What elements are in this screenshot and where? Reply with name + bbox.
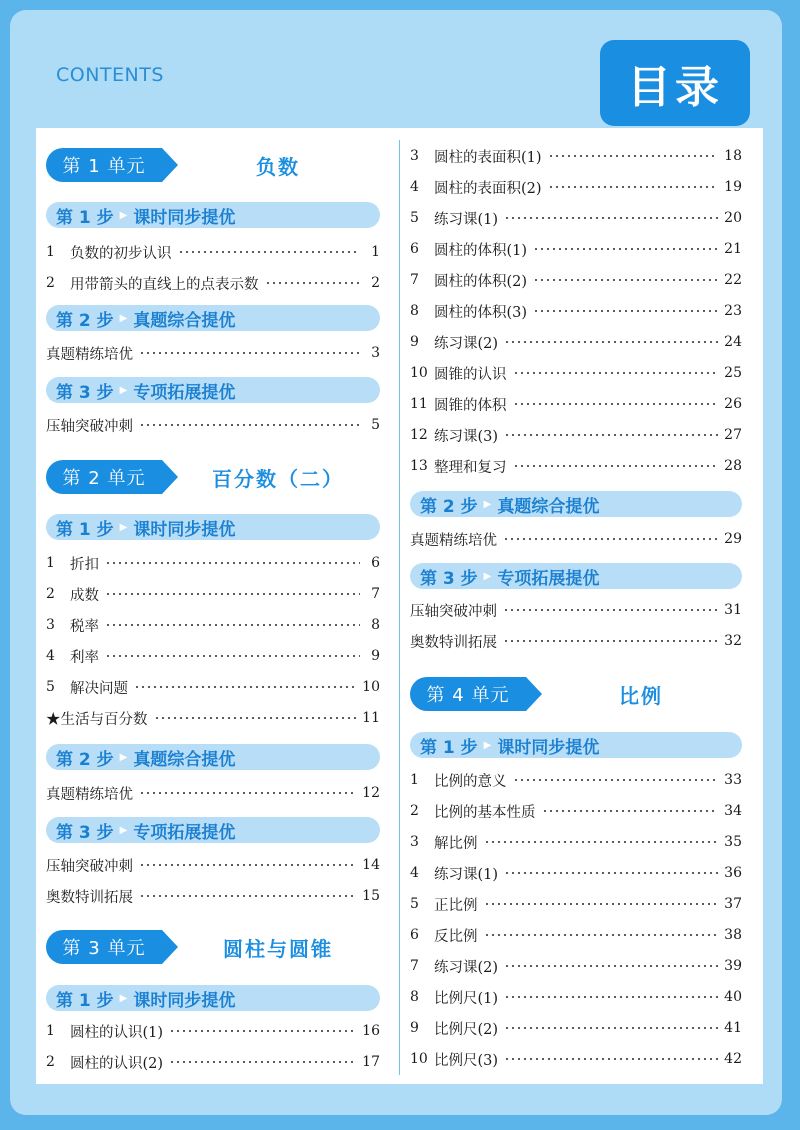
entry-number: 1 — [46, 555, 55, 571]
entry-title: 圆柱的表面积(2) — [434, 180, 542, 197]
toc-entry[interactable] — [410, 207, 742, 229]
entry-number: 12 — [410, 427, 428, 443]
entry-number: 8 — [410, 303, 419, 319]
entry-title: 解比例 — [434, 835, 478, 852]
unit-header-4[interactable] — [410, 677, 742, 711]
entry-title: 解决问题 — [70, 680, 128, 697]
entry-title: 正比例 — [434, 897, 478, 914]
unit-label: 第 4 单元 — [410, 677, 526, 711]
entry-number: 13 — [410, 458, 428, 474]
unit-name: 百分数（二） — [212, 466, 344, 491]
entry-number: 2 — [46, 275, 55, 291]
dot-leader — [504, 341, 718, 343]
entry-title: 圆柱的认识(1) — [70, 1024, 164, 1041]
step-number: 第 1 步 — [56, 990, 114, 1011]
entry-title: 反比例 — [434, 928, 478, 945]
entry-number: 2 — [46, 586, 55, 602]
entry-title: 真题精练培优 — [410, 532, 497, 549]
unit-label: 第 3 单元 — [46, 930, 162, 964]
entry-title: 圆柱的体积(3) — [434, 304, 528, 321]
dot-leader — [548, 155, 719, 157]
unit-label: 第 1 单元 — [46, 148, 162, 182]
entry-page: 1 — [371, 244, 380, 260]
entry-title: 压轴突破冲刺 — [410, 603, 497, 620]
entry-page: 41 — [724, 1020, 742, 1036]
dot-leader — [504, 1058, 718, 1060]
toc-entry[interactable] — [46, 272, 380, 294]
entry-title: 压轴突破冲刺 — [46, 418, 133, 435]
step-header — [46, 202, 380, 228]
dot-leader — [533, 310, 718, 312]
entry-page: 29 — [724, 531, 742, 547]
toc-entry[interactable] — [410, 362, 742, 384]
entry-title: 整理和复习 — [434, 459, 507, 476]
entry-title: 奥数特训拓展 — [46, 889, 133, 906]
entry-title: 圆柱的体积(2) — [434, 273, 528, 290]
entry-page: 31 — [724, 602, 742, 618]
toc-entry[interactable] — [410, 393, 742, 415]
unit-name: 圆柱与圆锥 — [223, 936, 333, 961]
entry-page: 12 — [362, 785, 380, 801]
entry-page: 23 — [724, 303, 742, 319]
toc-entry[interactable] — [410, 599, 742, 621]
entry-page: 19 — [724, 179, 742, 195]
triangle-right-icon: ▶ — [483, 498, 492, 510]
step-number: 第 2 步 — [56, 310, 114, 331]
entry-page: 16 — [362, 1023, 380, 1039]
entry-title: 圆柱的认识(2) — [70, 1055, 164, 1072]
entry-title: 比例尺(3) — [434, 1052, 499, 1069]
toc-entry[interactable] — [46, 414, 380, 436]
toc-entry[interactable] — [410, 862, 742, 884]
entry-page: 5 — [371, 417, 380, 433]
entry-page: 22 — [724, 272, 742, 288]
entry-page: 27 — [724, 427, 742, 443]
toc-entry[interactable] — [46, 552, 380, 574]
entry-number: 4 — [46, 648, 55, 664]
entry-title: 税率 — [70, 618, 99, 635]
entry-title: 比例的意义 — [434, 773, 507, 790]
entry-title: 比例尺(2) — [434, 1021, 499, 1038]
unit-name: 比例 — [619, 683, 663, 708]
entry-number: 6 — [410, 241, 419, 257]
unit-header-1[interactable] — [46, 148, 380, 182]
dot-leader — [105, 624, 360, 626]
entry-number: 4 — [410, 179, 419, 195]
entry-page: 32 — [724, 633, 742, 649]
entry-page: 8 — [371, 617, 380, 633]
toc-entry[interactable] — [410, 630, 742, 652]
toc-entry[interactable] — [410, 769, 742, 791]
dot-leader — [513, 779, 719, 781]
unit-header-2[interactable] — [46, 460, 380, 494]
entry-page: 9 — [371, 648, 380, 664]
toc-entry[interactable] — [46, 241, 380, 263]
entry-title: 圆锥的体积 — [434, 397, 507, 414]
dot-leader — [484, 934, 719, 936]
toc-entry[interactable] — [410, 955, 742, 977]
step-number: 第 1 步 — [420, 737, 478, 758]
dot-leader — [139, 864, 356, 866]
dot-leader — [134, 686, 356, 688]
entry-number: 8 — [410, 989, 419, 1005]
entry-number: 7 — [410, 272, 419, 288]
triangle-right-icon: ▶ — [119, 521, 128, 533]
entry-page: 6 — [371, 555, 380, 571]
toc-entry[interactable] — [410, 238, 742, 260]
toc-entry[interactable] — [46, 1020, 380, 1042]
dot-leader — [504, 965, 718, 967]
step-title: 真题综合提优 — [133, 310, 236, 331]
entry-number: 1 — [410, 772, 419, 788]
step-header — [46, 744, 380, 770]
dot-leader — [139, 352, 360, 354]
dot-leader — [533, 248, 718, 250]
step-title: 课时同步提优 — [133, 519, 236, 540]
entry-page: 34 — [724, 803, 742, 819]
entry-page: 21 — [724, 241, 742, 257]
step-title: 课时同步提优 — [497, 737, 600, 758]
entry-title: 圆柱的体积(1) — [434, 242, 528, 259]
toc-entry[interactable] — [46, 583, 380, 605]
dot-leader — [504, 434, 718, 436]
page-title: 目录 — [600, 40, 750, 126]
dot-leader — [169, 1030, 356, 1032]
entry-title: 圆锥的认识 — [434, 366, 507, 383]
entry-number: 3 — [46, 617, 55, 633]
entry-page: 39 — [724, 958, 742, 974]
triangle-right-icon: ▶ — [119, 209, 128, 221]
entry-page: 35 — [724, 834, 742, 850]
dot-leader — [139, 895, 356, 897]
unit-name: 负数 — [256, 154, 300, 179]
toc-entry[interactable] — [46, 885, 380, 907]
step-number: 第 1 步 — [56, 207, 114, 228]
entry-number: 1 — [46, 244, 55, 260]
triangle-right-icon: ▶ — [483, 739, 492, 751]
toc-entry[interactable] — [410, 831, 742, 853]
dot-leader — [154, 717, 357, 719]
step-title: 课时同步提优 — [133, 990, 236, 1011]
dot-leader — [503, 609, 718, 611]
toc-entry[interactable] — [410, 924, 742, 946]
dot-leader — [504, 872, 718, 874]
toc-entry[interactable] — [46, 614, 380, 636]
entry-number: 10 — [410, 1051, 428, 1067]
dot-leader — [548, 186, 719, 188]
toc-entry[interactable] — [410, 800, 742, 822]
entry-page: 2 — [371, 275, 380, 291]
step-header — [46, 305, 380, 331]
entry-page: 15 — [362, 888, 380, 904]
toc-entry[interactable] — [46, 645, 380, 667]
entry-page: 17 — [362, 1054, 380, 1070]
entry-page: 14 — [362, 857, 380, 873]
dot-leader — [503, 640, 718, 642]
entry-title: 负数的初步认识 — [70, 245, 172, 262]
triangle-right-icon: ▶ — [119, 992, 128, 1004]
toc-entry[interactable] — [410, 1048, 742, 1070]
step-number: 第 3 步 — [56, 822, 114, 843]
entry-title: 练习课(1) — [434, 866, 499, 883]
entry-page: 24 — [724, 334, 742, 350]
dot-leader — [484, 841, 719, 843]
dot-leader — [513, 403, 719, 405]
dot-leader — [504, 996, 718, 998]
entry-page: 11 — [362, 710, 380, 726]
entry-number: 5 — [410, 210, 419, 226]
step-number: 第 2 步 — [56, 749, 114, 770]
entry-number: 6 — [410, 927, 419, 943]
entry-number: 3 — [410, 148, 419, 164]
triangle-right-icon: ▶ — [119, 751, 128, 763]
entry-number: 4 — [410, 865, 419, 881]
dot-leader — [105, 562, 360, 564]
step-number: 第 3 步 — [56, 382, 114, 403]
step-title: 专项拓展提优 — [497, 568, 600, 589]
entry-page: 38 — [724, 927, 742, 943]
dot-leader — [504, 1027, 718, 1029]
dot-leader — [169, 1061, 356, 1063]
step-header — [410, 563, 742, 589]
toc-entry[interactable] — [410, 893, 742, 915]
step-header — [410, 491, 742, 517]
column-divider — [399, 140, 400, 1075]
toc-entry[interactable] — [410, 269, 742, 291]
entry-number: 7 — [410, 958, 419, 974]
step-header — [410, 732, 742, 758]
entry-number: 3 — [410, 834, 419, 850]
dot-leader — [139, 792, 356, 794]
contents-label: CONTENTS — [56, 64, 164, 86]
entry-title: 比例的基本性质 — [434, 804, 536, 821]
entry-title: ★生活与百分数 — [46, 711, 148, 728]
step-number: 第 1 步 — [56, 519, 114, 540]
toc-entry[interactable] — [410, 300, 742, 322]
step-title: 真题综合提优 — [133, 749, 236, 770]
step-header — [46, 817, 380, 843]
triangle-right-icon: ▶ — [119, 824, 128, 836]
dot-leader — [504, 217, 718, 219]
step-title: 真题综合提优 — [497, 496, 600, 517]
toc-entry[interactable] — [410, 145, 742, 167]
entry-number: 2 — [46, 1054, 55, 1070]
dot-leader — [513, 372, 719, 374]
toc-entry[interactable] — [410, 528, 742, 550]
entry-page: 10 — [362, 679, 380, 695]
dot-leader — [542, 810, 719, 812]
entry-title: 压轴突破冲刺 — [46, 858, 133, 875]
entry-title: 利率 — [70, 649, 99, 666]
toc-entry[interactable] — [410, 455, 742, 477]
entry-title: 折扣 — [70, 556, 99, 573]
dot-leader — [503, 538, 718, 540]
entry-number: 5 — [46, 679, 55, 695]
entry-number: 9 — [410, 334, 419, 350]
toc-entry[interactable] — [46, 854, 380, 876]
entry-number: 9 — [410, 1020, 419, 1036]
step-title: 专项拓展提优 — [133, 382, 236, 403]
toc-entry[interactable] — [46, 1051, 380, 1073]
entry-title: 用带箭头的直线上的点表示数 — [70, 276, 259, 293]
dot-leader — [105, 593, 360, 595]
dot-leader — [533, 279, 718, 281]
entry-page: 37 — [724, 896, 742, 912]
step-title: 专项拓展提优 — [133, 822, 236, 843]
entry-page: 33 — [724, 772, 742, 788]
triangle-right-icon: ▶ — [483, 570, 492, 582]
entry-page: 26 — [724, 396, 742, 412]
entry-title: 练习课(3) — [434, 428, 499, 445]
entry-page: 42 — [724, 1051, 742, 1067]
toc-entry[interactable] — [46, 707, 380, 729]
entry-page: 18 — [724, 148, 742, 164]
entry-title: 练习课(2) — [434, 335, 499, 352]
dot-leader — [178, 251, 361, 253]
entry-number: 2 — [410, 803, 419, 819]
entry-page: 3 — [371, 345, 380, 361]
entry-title: 奥数特训拓展 — [410, 634, 497, 651]
dot-leader — [139, 424, 360, 426]
entry-number: 10 — [410, 365, 428, 381]
toc-entry[interactable] — [410, 176, 742, 198]
toc-entry[interactable] — [46, 782, 380, 804]
entry-page: 25 — [724, 365, 742, 381]
entry-title: 练习课(2) — [434, 959, 499, 976]
step-title: 课时同步提优 — [133, 207, 236, 228]
step-header — [46, 377, 380, 403]
entry-page: 40 — [724, 989, 742, 1005]
entry-number: 5 — [410, 896, 419, 912]
entry-page: 28 — [724, 458, 742, 474]
entry-page: 20 — [724, 210, 742, 226]
unit-header-3[interactable] — [46, 930, 380, 964]
entry-title: 圆柱的表面积(1) — [434, 149, 542, 166]
entry-title: 练习课(1) — [434, 211, 499, 228]
step-number: 第 2 步 — [420, 496, 478, 517]
toc-entry[interactable] — [410, 986, 742, 1008]
dot-leader — [484, 903, 719, 905]
step-header — [46, 985, 380, 1011]
entry-title: 成数 — [70, 587, 99, 604]
dot-leader — [105, 655, 360, 657]
toc-entry[interactable] — [46, 342, 380, 364]
entry-number: 11 — [410, 396, 428, 412]
triangle-right-icon: ▶ — [119, 384, 128, 396]
step-header — [46, 514, 380, 540]
toc-entry[interactable] — [410, 331, 742, 353]
entry-title: 比例尺(1) — [434, 990, 499, 1007]
dot-leader — [265, 282, 361, 284]
triangle-right-icon: ▶ — [119, 312, 128, 324]
entry-title: 真题精练培优 — [46, 346, 133, 363]
entry-title: 真题精练培优 — [46, 786, 133, 803]
entry-page: 7 — [371, 586, 380, 602]
dot-leader — [513, 465, 719, 467]
step-number: 第 3 步 — [420, 568, 478, 589]
toc-entry[interactable] — [410, 424, 742, 446]
toc-entry[interactable] — [410, 1017, 742, 1039]
unit-label: 第 2 单元 — [46, 460, 162, 494]
entry-page: 36 — [724, 865, 742, 881]
toc-entry[interactable] — [46, 676, 380, 698]
entry-number: 1 — [46, 1023, 55, 1039]
